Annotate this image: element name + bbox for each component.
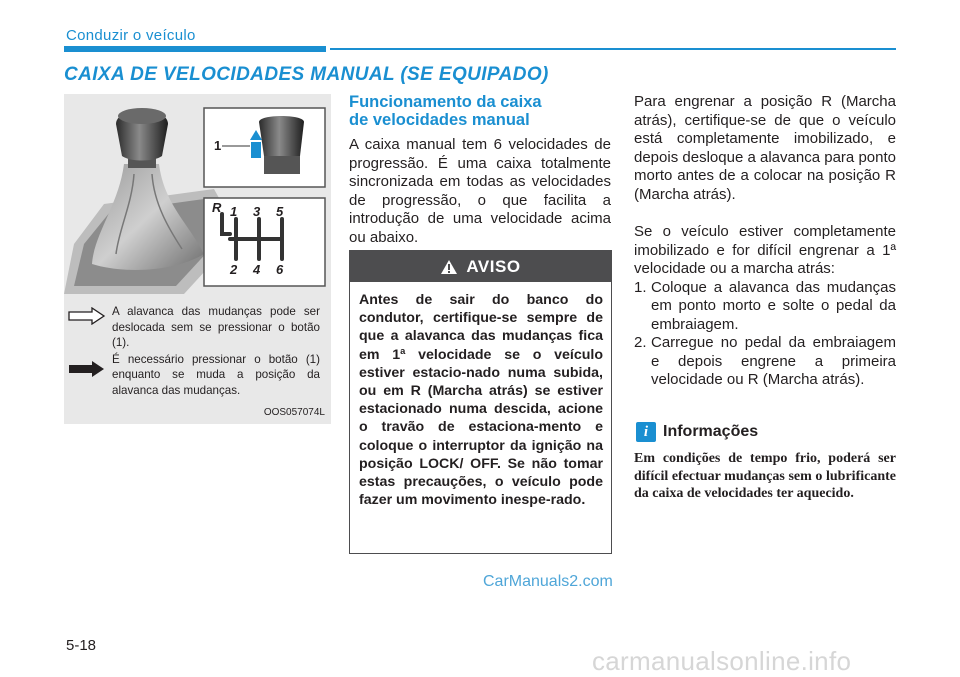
- gear-label-3: 3: [253, 204, 261, 219]
- step-number: 2.: [634, 334, 647, 351]
- info-text: Em condições de tempo frio, poderá ser difícil efectuar mudanças sem o lubrificante da caixa de velocidades ter aquecido.: [634, 451, 896, 501]
- warning-text: Antes de sair do banco do condutor, certifique-se sempre de que a alavanca das mudanças fica em 1ª velocidade se o veículo estiver estacio-nado numa subida, ou em R (Marcha atrás) se estiver estacionado numa descida, acione o travão de estaciona-mento e coloque o interruptor da ignição na posição LOCK/ OFF. Se não tomar estas precauções, o veículo pode fazer um movimento inespe-rado.: [359, 292, 603, 509]
- outline-arrow-icon: [68, 307, 106, 325]
- gear-label-1: 1: [230, 204, 238, 219]
- caption-line-1: A alavanca das mudanças pode ser deslocada sem se pressionar o botão (1).: [112, 305, 320, 349]
- reverse-paragraph: Para engrenar a posição R (Marcha atrás), certifique-se de que o veículo está completamente imobilizado, e depois desloque a alavanca para ponto morto antes de a colocar na posição R (Marcha atrás).: [634, 93, 896, 203]
- gear-label-5: 5: [276, 204, 284, 219]
- reverse-gear-label: R: [212, 200, 222, 215]
- figure-caption: [112, 304, 320, 399]
- gear-label-4: 4: [253, 262, 261, 277]
- header-rule-thick: [64, 46, 326, 52]
- warning-triangle-icon: [440, 259, 458, 275]
- gear-lever-illustration: [64, 94, 331, 294]
- step-number: 1.: [634, 278, 647, 296]
- warning-title-row: [350, 251, 611, 282]
- step-text: Coloque a alavanca das mudanças em ponto morto e solte o pedal da embraiagem.: [651, 278, 896, 333]
- steps-list: [634, 279, 896, 390]
- caption-line-2: É necessário pressionar o botão (1) enquanto se muda a posição da alavanca das mudanças.: [112, 352, 320, 397]
- info-title: Informações: [663, 423, 759, 440]
- gear-label-6: 6: [276, 262, 284, 277]
- page-number: 5-18: [66, 637, 97, 654]
- gear-label-2: 2: [230, 262, 238, 277]
- watermark-link[interactable]: CarManuals2.com: [483, 573, 613, 590]
- info-icon: i: [636, 422, 656, 442]
- header-rule-thin: [330, 48, 896, 50]
- page-title: CAIXA DE VELOCIDADES MANUAL (SE EQUIPADO): [64, 64, 549, 85]
- warning-title: AVISO: [466, 256, 521, 276]
- section-label: Conduzir o veículo: [66, 27, 196, 44]
- step-text: Carregue no pedal da embraiagem e depois engrene a primeira velocidade ou R (Marcha atrás).: [651, 334, 896, 388]
- right-column: [634, 93, 896, 390]
- solid-arrow-icon: [68, 360, 106, 378]
- list-item: [634, 334, 896, 390]
- subtitle-line-1: Funcionamento da caixa: [349, 93, 542, 111]
- figure-panel: [64, 94, 331, 424]
- difficult-engage-paragraph: Se o veículo estiver completamente imobilizado e for difícil engrenar a 1ª velocidade ou a marcha atrás:: [634, 223, 896, 277]
- intro-paragraph: A caixa manual tem 6 velocidades de progressão. É uma caixa totalmente sincronizada em todas as velocidades de progressão, o que facilita a introdução de uma velocidade acima ou abaixo.: [349, 136, 611, 246]
- list-item: [634, 279, 896, 335]
- warning-box: [349, 250, 612, 554]
- footer-watermark: carmanualsonline.info: [592, 646, 852, 676]
- subtitle-line-2: de velocidades manual: [349, 111, 530, 129]
- section-subtitle: [349, 93, 619, 129]
- figure-code: OOS057074L: [263, 407, 325, 418]
- button-label: 1: [214, 138, 222, 153]
